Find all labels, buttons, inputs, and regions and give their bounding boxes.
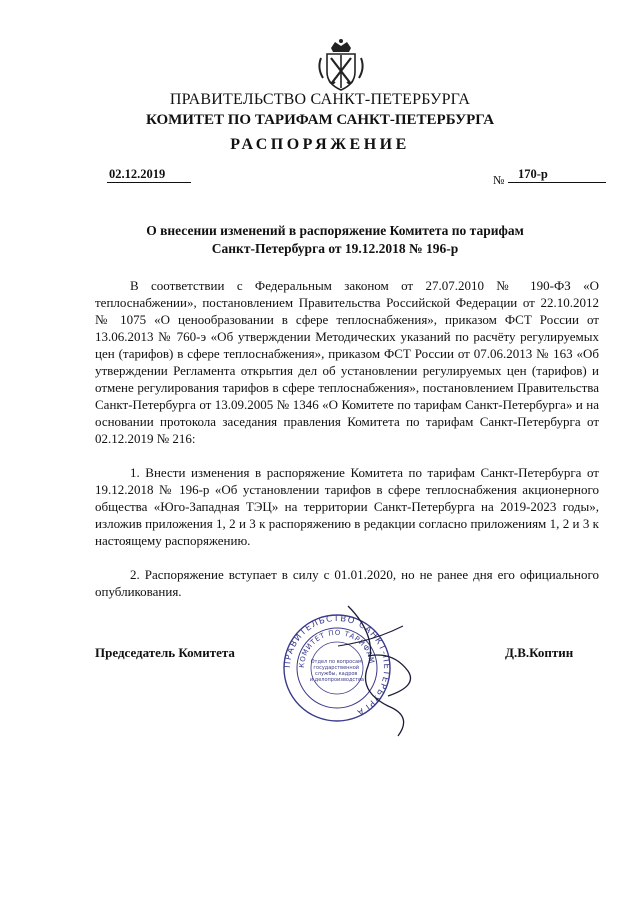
document-type: РАСПОРЯЖЕНИЕ [230, 136, 410, 153]
item-2-paragraph: 2. Распоряжение вступает в силу с 01.01.2020, но не ранее дня его официального опубликования. [95, 567, 599, 599]
item-1-paragraph: 1. Внести изменения в распоряжение Комитета по тарифам Санкт-Петербурга от 19.12.2018 № 196-р «Об установлении тарифов в сфере теплоснабжения акционерного общества «Юго-Западная ТЭЦ» на территории Санкт-Петербурга на 2019-2023 годы», изложив приложения 1, 2 и 3 к распоряжению в редакции согласно приложениям 1, 2 и 3 к настоящему распоряжению. [95, 465, 599, 548]
signatory-name: Д.В.Коптин [505, 645, 574, 660]
document-number: 170-р [508, 167, 606, 183]
signatory-title: Председатель Комитета [95, 645, 235, 660]
document-subject [100, 222, 570, 258]
subject-line-1: О внесении изменений в распоряжение Комитета по тарифам [146, 223, 524, 238]
subject-line-2: Санкт-Петербурга от 19.12.2018 № 196-р [211, 241, 459, 256]
stamp-outer-text: ПРАВИТЕЛЬСТВО САНКТ-ПЕТЕРБУРГА [282, 613, 392, 718]
stamp-center-text: Отдел по вопросам государственной службы, кадров и делопроизводства [309, 659, 365, 683]
coat-of-arms-icon [313, 38, 369, 94]
government-name: ПРАВИТЕЛЬСТВО САНКТ-ПЕТЕРБУРГА [169, 91, 471, 108]
committee-name: КОМИТЕТ ПО ТАРИФАМ САНКТ-ПЕТЕРБУРГА [145, 112, 495, 128]
document-date: 02.12.2019 [107, 167, 191, 183]
stamp-inner-text: КОМИТЕТ ПО ТАРИФАМ [297, 628, 376, 669]
number-sign: № [493, 173, 505, 187]
preamble-paragraph: В соответствии с Федеральным законом от 27.07.2010 № 190-ФЗ «О теплоснабжении», постановлением Правительства Российской Федерации от 22.10.2012 № 1075 «О ценообразовании в сфере теплоснабжения», приказом ФСТ России от 13.06.2013 № 760-э «Об утверждении Методических указаний по расчёту регулируемых цен (тарифов) в сфере теплоснабжения», приказом ФСТ России от 07.06.2013 № 163 «Об утверждении Регламента открытия дел об установлении регулируемых цен (тарифов) и отмене регулирования тарифов в сфере теплоснабжения», постановлением Правительства Санкт-Петербурга от 13.09.2005 № 1346 «О Комитете по тарифам Санкт-Петербурга» и на основании протокола заседания правления Комитета по тарифам Санкт-Петербурга от 02.12.2019 № 216: [95, 278, 599, 446]
handwritten-signature [318, 596, 438, 746]
